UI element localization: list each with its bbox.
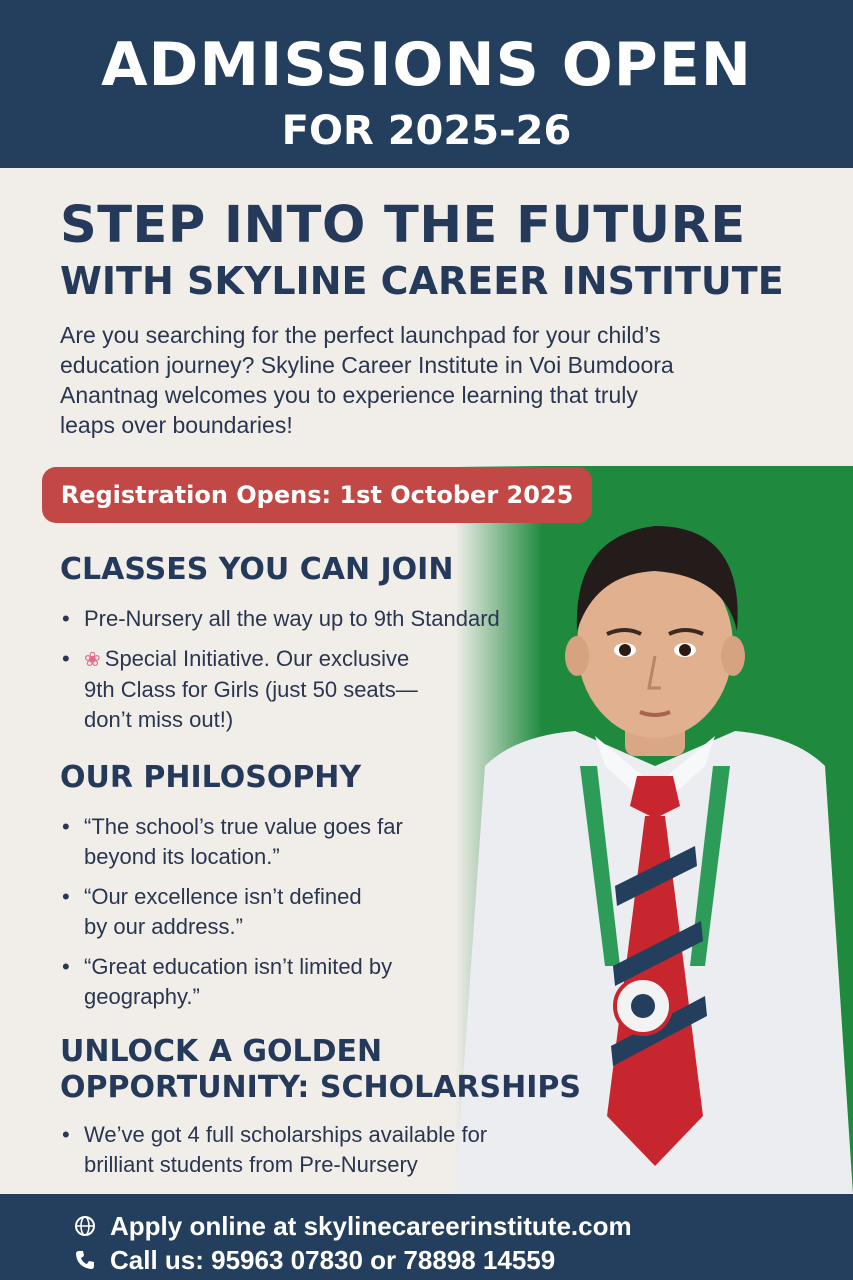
list-item-text: “The school’s true value goes far	[84, 814, 403, 839]
scholarships-heading-line: UNLOCK A GOLDEN	[60, 1034, 383, 1069]
list-item-text: brilliant students from Pre-Nursery	[84, 1152, 418, 1177]
intro-line: education journey? Skyline Career Institute in Voi Bumdoora	[60, 352, 674, 378]
list-item-text: We’ve got 4 full scholarships available for	[84, 1122, 488, 1147]
list-item	[60, 952, 480, 1012]
intro-line: Anantnag welcomes you to experience learning that truly	[60, 382, 638, 408]
list-item	[60, 812, 480, 872]
list-item-text: beyond its location.”	[84, 844, 280, 869]
intro-line: leaps over boundaries!	[60, 412, 293, 438]
list-item	[60, 882, 480, 942]
classes-heading: CLASSES YOU CAN JOIN	[60, 552, 454, 587]
headline-line-1: STEP INTO THE FUTURE	[60, 196, 746, 255]
list-item	[60, 1120, 580, 1180]
website-row[interactable]	[72, 1208, 632, 1244]
phone-numbers[interactable]: Call us: 95963 07830 or 78898 14559	[110, 1244, 556, 1275]
list-item-text: Pre-Nursery all the way up to 9th Standard	[84, 606, 500, 631]
list-item-text: don’t miss out!)	[84, 707, 234, 732]
contact-footer	[0, 1194, 853, 1280]
scholarships-heading	[60, 1034, 581, 1106]
list-item-text: geography.”	[84, 984, 200, 1009]
list-item	[60, 604, 580, 634]
list-item	[60, 644, 580, 735]
scholarships-list	[60, 1120, 580, 1190]
banner-subtitle: FOR 2025-26	[281, 108, 572, 154]
intro-line: Are you searching for the perfect launchpad for your child’s	[60, 322, 661, 348]
list-item-text: by our address.”	[84, 914, 243, 939]
globe-icon	[72, 1215, 98, 1237]
headline	[60, 196, 784, 304]
classes-list	[60, 604, 580, 745]
list-item-text: Special Initiative. Our exclusive	[104, 646, 410, 671]
phone-row[interactable]	[72, 1242, 555, 1278]
flower-icon: ❀	[84, 649, 101, 671]
philosophy-list	[60, 812, 480, 1022]
registration-date-banner: Registration Opens: 1st October 2025	[42, 467, 592, 523]
philosophy-heading: OUR PHILOSOPHY	[60, 760, 362, 795]
intro-paragraph	[60, 320, 760, 440]
headline-line-2: WITH SKYLINE CAREER INSTITUTE	[60, 259, 784, 303]
banner-title: ADMISSIONS OPEN	[101, 30, 752, 100]
scholarships-heading-line: OPPORTUNITY: SCHOLARSHIPS	[60, 1070, 581, 1105]
website-link[interactable]: Apply online at skylinecareerinstitute.com	[110, 1210, 632, 1241]
list-item-text: 9th Class for Girls (just 50 seats—	[84, 677, 418, 702]
phone-icon	[72, 1249, 98, 1271]
list-item-text: “Our excellence isn’t defined	[84, 884, 362, 909]
list-item-text: “Great education isn’t limited by	[84, 954, 393, 979]
top-banner	[0, 0, 853, 168]
